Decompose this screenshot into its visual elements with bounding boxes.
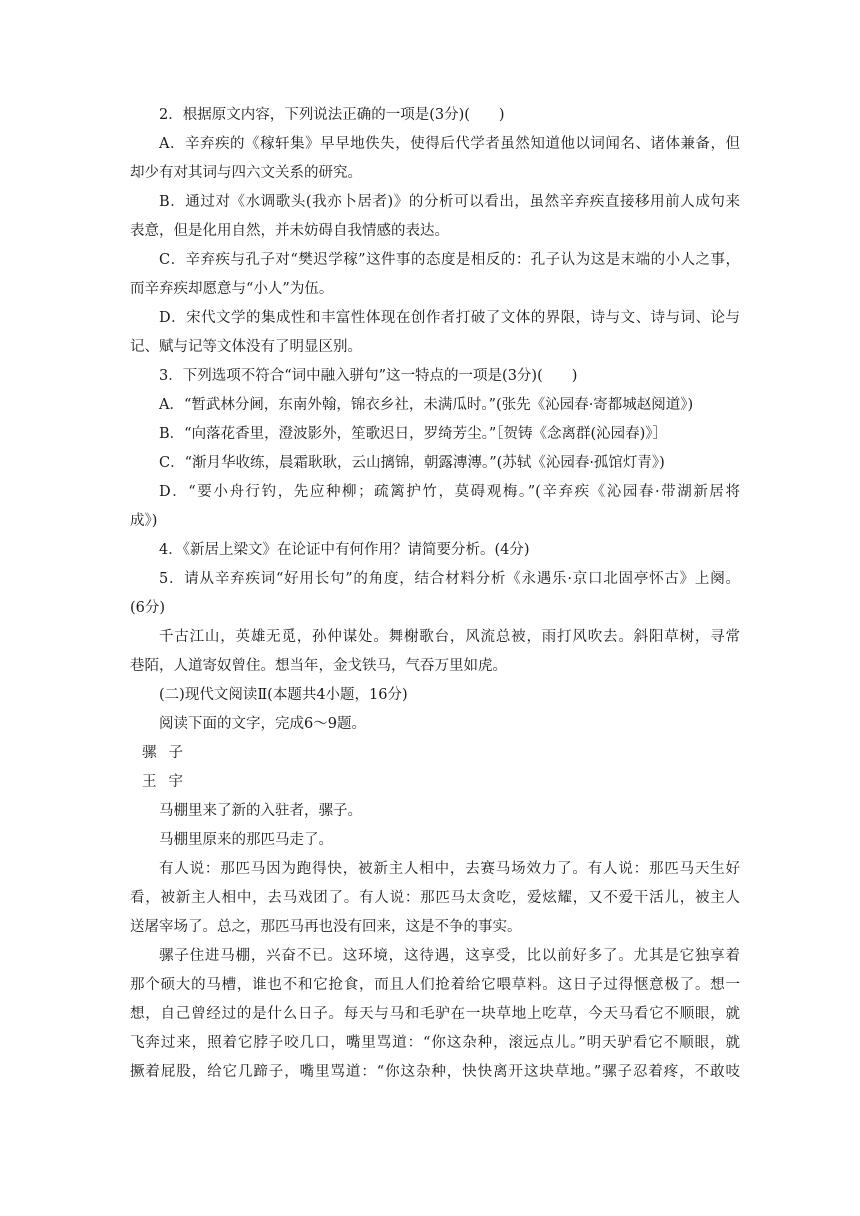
paragraph: [130, 797, 740, 826]
text-line: 巷陌，人道寄奴曾住。想当年，金戈铁马，气吞万里如虎。: [130, 658, 507, 674]
text-line: 有人说：那匹马因为跑得快，被新主人相中，去赛马场效力了。有人说：那匹马天生好: [159, 861, 740, 877]
text-line: 王宇: [142, 774, 195, 790]
text-line: 成》): [130, 513, 158, 529]
paragraph: [130, 942, 740, 1087]
text-line: A．辛弃疾的《稼轩集》早早地佚失，使得后代学者虽然知道他以词闻名、诸体兼备，但: [159, 136, 740, 152]
paragraph: [130, 304, 740, 362]
text-line: 看，被新主人相中，去马戏团了。有人说：那匹马太贪吃，爱炫耀，又不爱干活儿，被主人: [130, 890, 740, 906]
text-line: D．“要小舟行钓，先应种柳；疏篱护竹，莫碍观梅。”(辛弃疾《沁园春·带湖新居将: [159, 484, 740, 500]
text-line: 表意，但是化用自然，并未妨碍自我情感的表达。: [130, 223, 449, 239]
document-body: [130, 101, 740, 1087]
text-line: 马棚里原来的那匹马走了。: [159, 832, 333, 848]
text-line: 2．根据原文内容，下列说法正确的一项是(3分)( ): [159, 107, 505, 123]
text-line: (二)现代文阅读Ⅱ(本题共4小题，16分): [159, 687, 408, 703]
paragraph: [130, 391, 740, 420]
text-line: (6分): [130, 600, 166, 616]
text-line: 送屠宰场了。总之，那匹马再也没有回来，这是不争的事实。: [130, 919, 522, 935]
paragraph: [130, 623, 740, 681]
paragraph: [130, 478, 740, 536]
paragraph: [130, 420, 740, 449]
text-line: 那个硕大的马槽，谁也不和它抢食，而且人们抢着给它喂草料。这日子过得惬意极了。想一: [130, 977, 740, 993]
paragraph: [130, 188, 740, 246]
paragraph: [130, 681, 740, 710]
text-line: B．“向落花香里，澄波影外，笙歌迟日，罗绮芳尘。”［贺铸《念离群(沁园春)》］: [159, 426, 668, 442]
text-line: A．“暂武林分阃，东南外翰，锦衣乡社，未满瓜时。”(张先《沁园春·寄都城赵阅道》): [159, 397, 694, 413]
text-line: 阅读下面的文字，完成6～9题。: [159, 716, 366, 732]
text-line: D．宋代文学的集成性和丰富性体现在创作者打破了文体的界限，诗与文、诗与词、论与: [159, 310, 740, 326]
passage-title: [130, 739, 740, 768]
text-line: 5．请从辛弃疾词“好用长句”的角度，结合材料分析《永遇乐·京口北固亭怀古》上阕。: [159, 571, 740, 587]
text-line: C．辛弃疾与孔子对“樊迟学稼”这件事的态度是相反的：孔子认为这是末端的小人之事，: [159, 252, 740, 268]
paragraph: [130, 449, 740, 478]
text-line: 马棚里来了新的入驻者，骡子。: [159, 803, 362, 819]
text-line: 飞奔过来，照着它脖子咬几口，嘴里骂道：“你这杂种，滚远点儿。”明天驴看它不顺眼，就: [130, 1035, 740, 1051]
paragraph: [130, 101, 740, 130]
text-line: 记、赋与记等文体没有了明显区别。: [130, 339, 362, 355]
paragraph: [130, 246, 740, 304]
text-line: 骡子住进马棚，兴奋不已。这环境，这待遇，这享受，比以前好多了。尤其是它独享着: [159, 948, 740, 964]
text-line: B．通过对《水调歌头(我亦卜居者)》的分析可以看出，虽然辛弃疾直接移用前人成句来: [159, 194, 740, 210]
text-line: C．“渐月华收练，晨霜耿耿，云山摛锦，朝露漙漙。”(苏轼《沁园春·孤馆灯青》): [159, 455, 665, 471]
text-line: 却少有对其词与四六文关系的研究。: [130, 165, 362, 181]
paragraph: [130, 855, 740, 942]
text-line: 4．《新居上梁文》在论证中有何作用？请简要分析。(4分): [159, 542, 530, 558]
passage-title: [130, 768, 740, 797]
text-line: 骡子: [142, 745, 195, 761]
paragraph: [130, 536, 740, 565]
text-line: 而辛弃疾却愿意与“小人”为伍。: [130, 281, 334, 297]
paragraph: [130, 565, 740, 623]
paragraph: [130, 362, 740, 391]
paragraph: [130, 826, 740, 855]
text-line: 想，自己曾经过的是什么日子。每天与马和毛驴在一块草地上吃草，今天马看它不顺眼，就: [130, 1006, 740, 1022]
text-line: 3．下列选项不符合“词中融入骈句”这一特点的一项是(3分)( ): [159, 368, 578, 384]
paragraph: [130, 130, 740, 188]
text-line: 千古江山，英雄无觅，孙仲谋处。舞榭歌台，风流总被，雨打风吹去。斜阳草树，寻常: [159, 629, 740, 645]
paragraph: [130, 710, 740, 739]
text-line: 撅着屁股，给它几蹄子，嘴里骂道：“你这杂种，快快离开这块草地。”骡子忍着疼，不敢吱: [130, 1064, 740, 1080]
